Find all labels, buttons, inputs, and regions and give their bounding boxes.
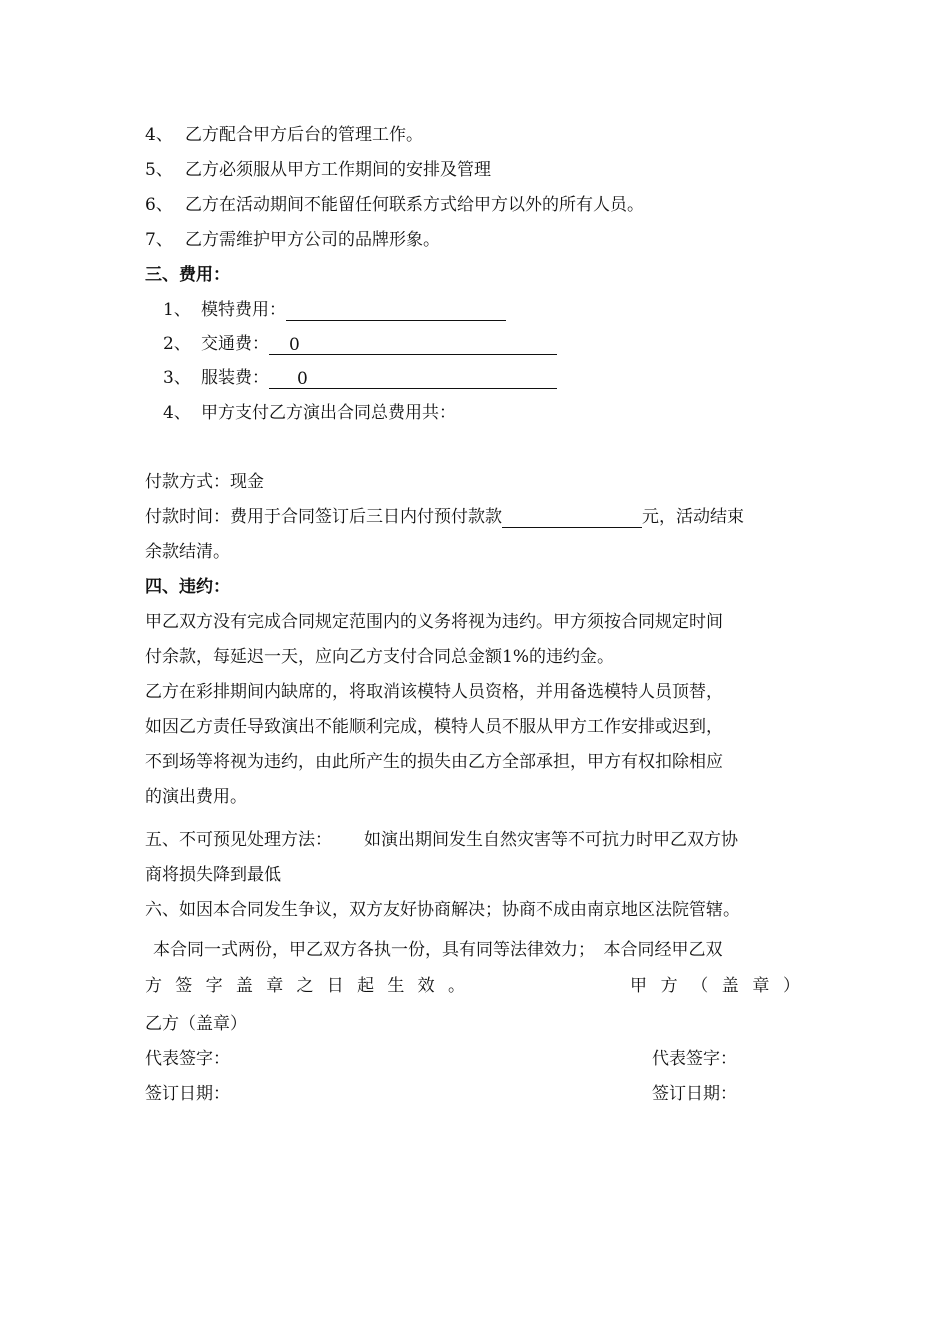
duty-text: 乙方必须服从甲方工作期间的安排及管理 [185,160,491,180]
sign-date-left: 签订日期： [145,1084,230,1104]
duty-num: 4、 [145,125,173,145]
payment-time-suffix: 元，活动结束 [642,507,744,527]
copies-line1: 本合同一式两份，甲乙双方各执一份，具有同等法律效力； 本合同经甲乙双 [153,940,723,960]
breach-line: 如因乙方责任导致演出不能顺利完成，模特人员不服从甲方工作安排或迟到， [145,717,723,737]
fee-value-blank [286,300,506,321]
party-a-seal: 甲 方 （ 盖 章 ） [630,976,800,996]
breach-line: 乙方在彩排期间内缺席的，将取消该模特人员资格，并用备选模特人员顶替， [145,682,723,702]
fee-num: 4、 [163,403,191,423]
fee-value: 0 [289,335,300,355]
breach-line: 甲乙双方没有完成合同规定范围内的义务将视为违约。甲方须按合同规定时间 [145,612,723,632]
duty-num: 7、 [145,230,173,250]
force-majeure-label: 五、不可预见处理方法： [145,830,332,850]
duty-text: 乙方在活动期间不能留任何联系方式给甲方以外的所有人员。 [185,195,644,215]
fee-item-costume [163,367,833,389]
payment-time [145,506,815,528]
payment-time-line2: 余款结清。 [145,542,230,562]
duty-item-4 [145,124,815,146]
rep-sign-right: 代表签字： [652,1049,737,1069]
payment-method: 付款方式：现金 [145,472,264,492]
payment-time-prefix: 付款时间：费用于合同签订后三日内付预付款款 [145,507,502,527]
breach-line: 付余款，每延迟一天，应向乙方支付合同总金额1%的违约金。 [145,647,614,667]
duty-num: 5、 [145,160,173,180]
rep-sign-left: 代表签字： [145,1049,230,1069]
force-majeure-line1 [145,829,815,851]
force-majeure-line2: 商将损失降到最低 [145,865,281,885]
fee-label: 模特费用： [201,300,286,320]
duty-text: 乙方配合甲方后台的管理工作。 [185,125,423,145]
fee-value-field [269,334,557,355]
fee-num: 3、 [163,368,191,388]
copies-line2 [145,975,465,997]
dispute-clause: 六、如因本合同发生争议，双方友好协商解决；协商不成由南京地区法院管辖。 [145,900,740,920]
breach-line: 的演出费用。 [145,787,247,807]
effective-text: 方 签 字 盖 章 之 日 起 生 效 。 [145,976,465,996]
breach-heading: 四、违约： [145,577,230,597]
fee-value-field [269,368,557,389]
fee-item-transport [163,333,833,355]
duty-item-7 [145,229,815,251]
fee-num: 1、 [163,300,191,320]
prepay-amount-blank [502,507,642,528]
fee-label: 交通费： [201,334,269,354]
fee-item-total [163,402,833,424]
duty-item-6 [145,194,815,216]
fees-heading: 三、费用： [145,265,230,285]
fee-item-model [163,299,833,321]
sign-date-right: 签订日期： [652,1084,737,1104]
fee-label: 服装费： [201,368,269,388]
force-majeure-text: 如演出期间发生自然灾害等不可抗力时甲乙双方协 [364,830,738,850]
fee-num: 2、 [163,334,191,354]
fee-value: 0 [297,369,308,389]
party-b-seal: 乙方（盖章） [145,1014,247,1034]
breach-line: 不到场等将视为违约，由此所产生的损失由乙方全部承担，甲方有权扣除相应 [145,752,723,772]
fee-label: 甲方支付乙方演出合同总费用共： [201,403,456,423]
duty-text: 乙方需维护甲方公司的品牌形象。 [185,230,440,250]
duty-item-5 [145,159,815,181]
duty-num: 6、 [145,195,173,215]
